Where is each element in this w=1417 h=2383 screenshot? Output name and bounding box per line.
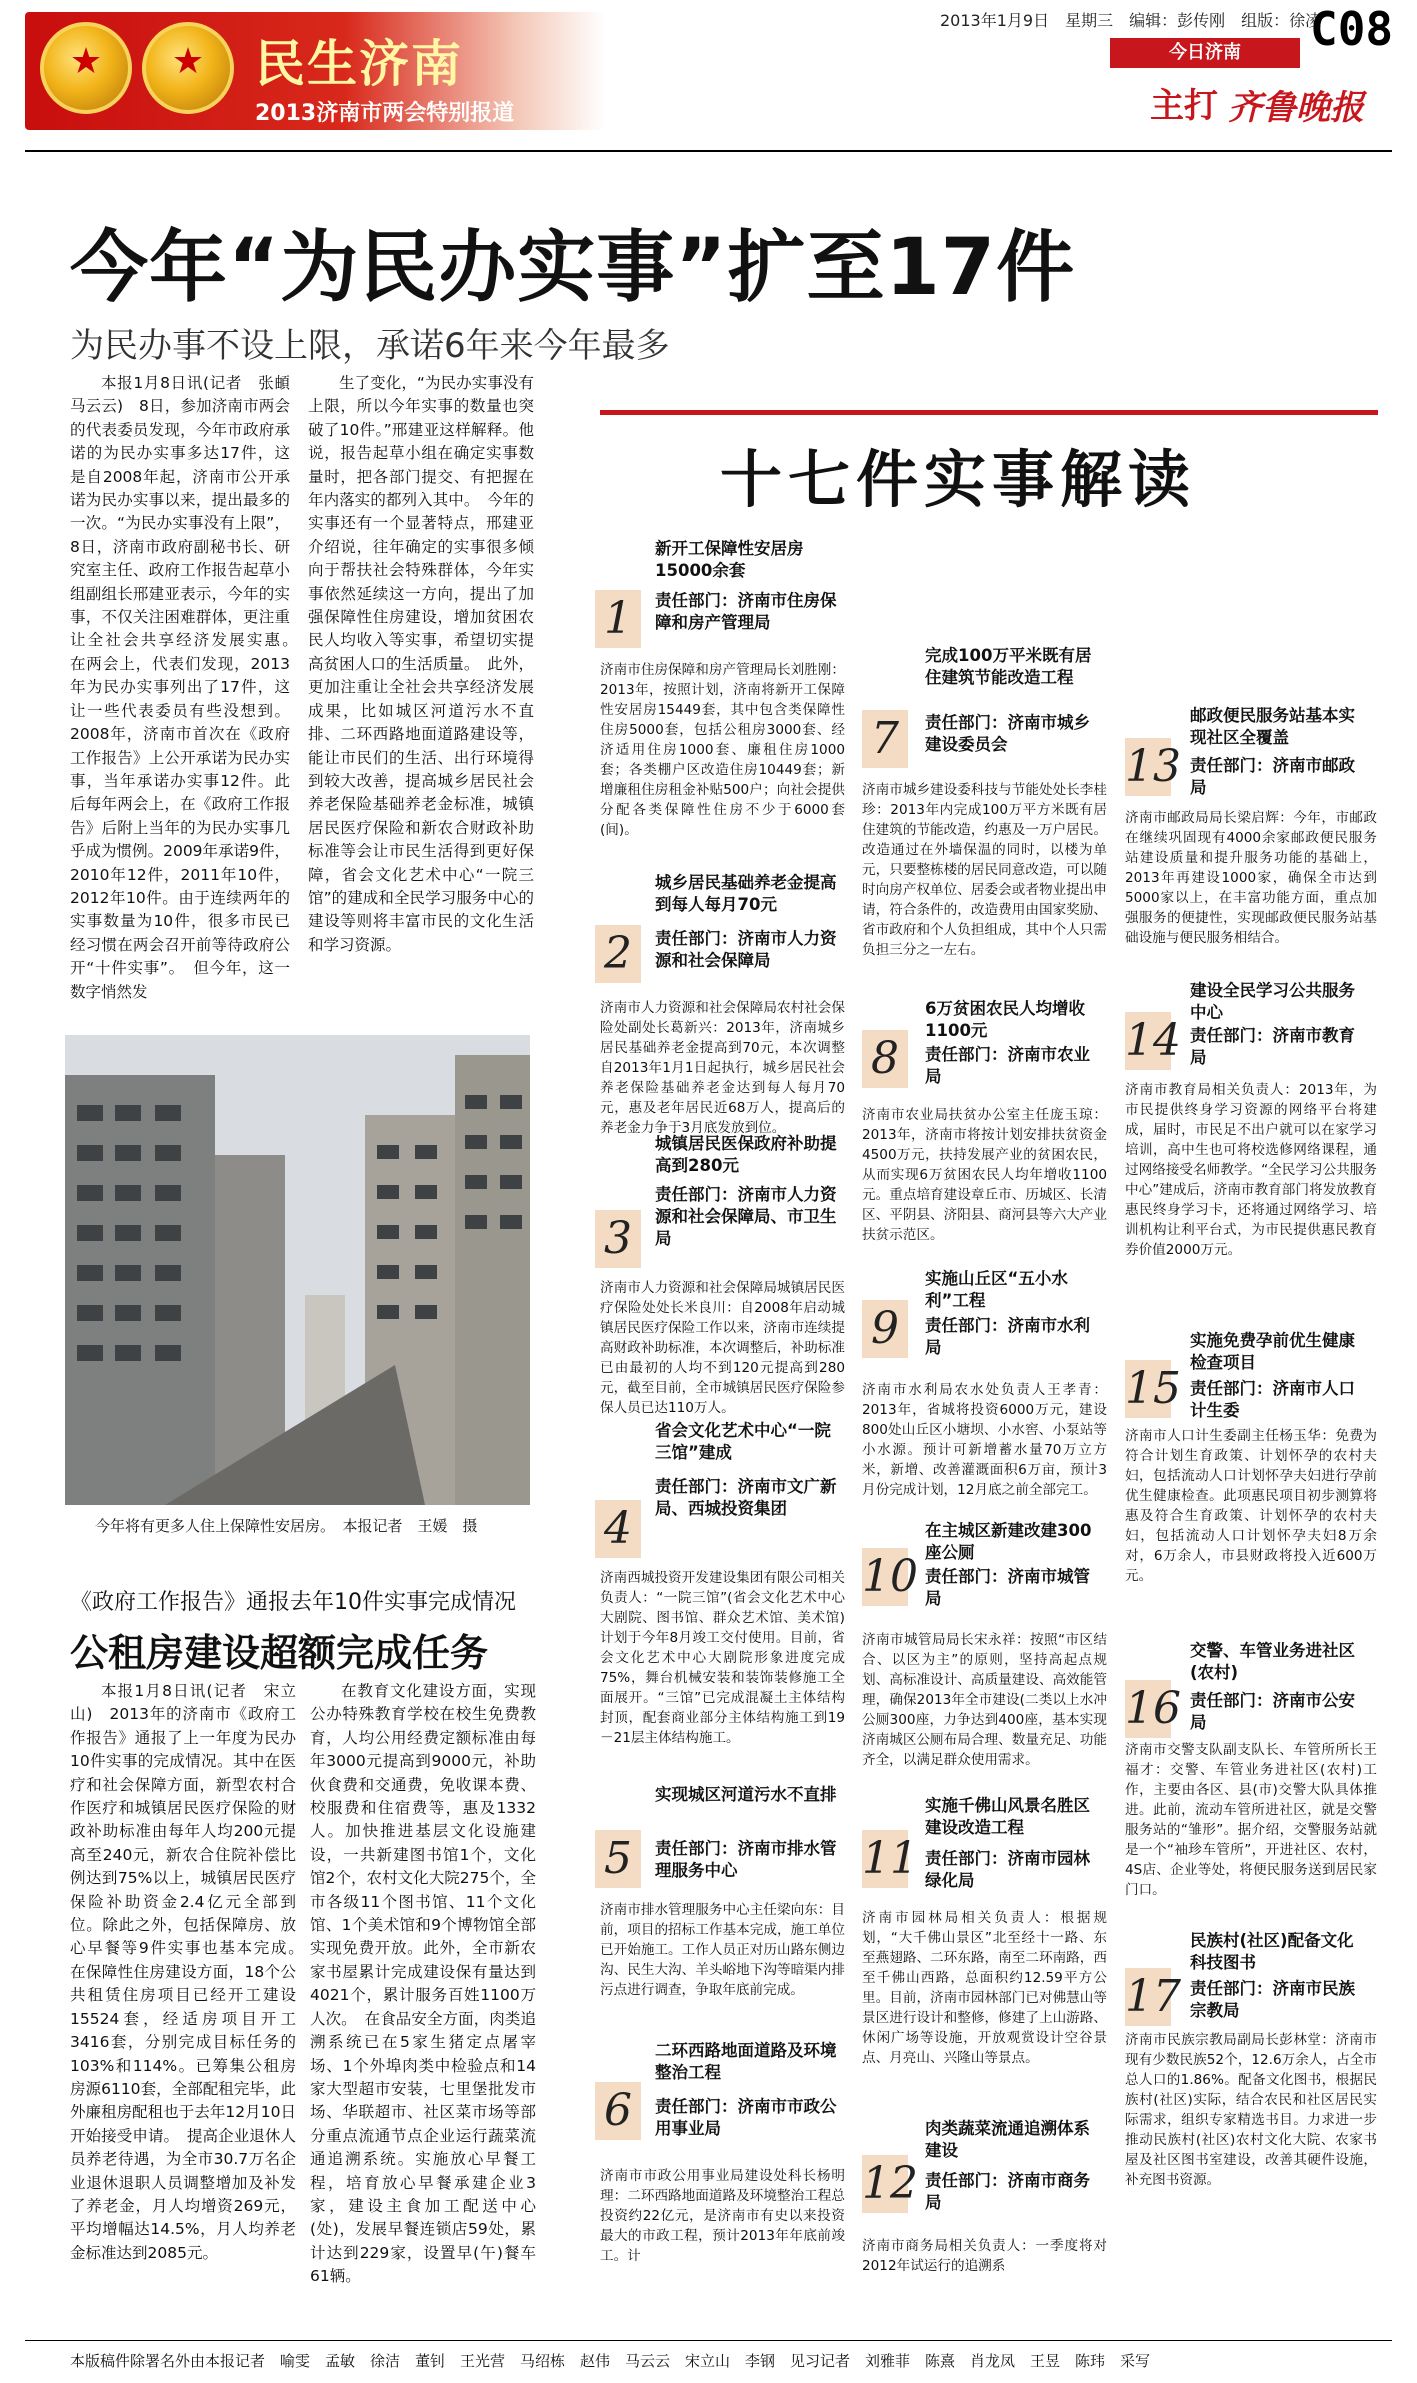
- item-description: 济南西城投资开发建设集团有限公司相关负责人：“一院三馆”(省会文化艺术中心大剧院、图书馆、群众艺术馆、美术馆)计划于今年8月竣工交付使用。目前，省会文化艺术中心大剧院形象进度完成75%，舞台机械安装和装饰装修施工全面展开。“三馆”已完成混凝土主体结构封顶，配套商业部分主体结构施工到19－21层主体结构施工。: [600, 1570, 845, 1746]
- item-description: 济南市人力资源和社会保障局农村社会保险处副处长葛新兴：2013年，济南城乡居民基础养老金提高到70元，本次调整自2013年1月1日起执行，城乡居民社会养老保险基础养老金达到每人每月70元，惠及老年居民近68万人，提高后的养老金力争于3月底发放到位。: [600, 1000, 845, 1136]
- item-description: 济南市园林局相关负责人：根据规划，“大千佛山景区”北至经十一路、东至燕翅路、二环东路，南至二环南路，西至千佛山西路，总面积约12.59平方公里。目前，济南市园林部门已对佛慧山等景区进行设计和整修，修建了上山游路、休闲广场等设施，开放观赏设计空谷景点、月亮山、兴隆山等景点。: [862, 1910, 1107, 2066]
- item-number: 2: [595, 925, 641, 983]
- item-title: 城乡居民基础养老金提高到每人每月70元: [655, 873, 837, 914]
- item-title: 6万贫困农民人均增收1100元: [925, 999, 1085, 1040]
- issue-meta: 2013年1月9日 星期三 编辑：彭传刚 组版：徐凌: [940, 11, 1322, 30]
- story2-kicker: 《政府工作报告》通报去年10件实事完成情况: [70, 1590, 516, 1615]
- item-responsible: 责任部门：济南市水利局: [925, 1316, 1090, 1357]
- item-responsible: 责任部门：济南市教育局: [1190, 1026, 1355, 1067]
- item-responsible: 责任部门：济南市住房保障和房产管理局: [655, 591, 837, 632]
- main-subheadline: 为民办事不设上限，承诺6年来今年最多: [70, 326, 670, 366]
- item-responsible: 责任部门：济南市人口计生委: [1190, 1379, 1355, 1420]
- item-responsible: 责任部门：济南市园林绿化局: [925, 1849, 1090, 1890]
- item-responsible: 责任部门：济南市商务局: [925, 2171, 1090, 2212]
- item-number: 16: [1125, 1680, 1171, 1738]
- item-number: 3: [595, 1210, 641, 1268]
- section-rule: [600, 410, 1378, 415]
- item-responsible: 责任部门：济南市人力资源和社会保障局、市卫生局: [655, 1185, 837, 1248]
- item-responsible: 责任部门：济南市市政公用事业局: [655, 2097, 837, 2138]
- newspaper-logo: 齐鲁晚报: [1228, 88, 1364, 128]
- item-description: 济南市人口计生委副主任杨玉华：免费为符合计划生育政策、计划怀孕的农村夫妇，包括流动人口计划怀孕夫妇进行孕前优生健康检查。此项惠民项目初步测算将惠及符合生育政策、计划怀孕的农村夫妇，包括流动人口计划怀孕夫妇8万余对，6万余人，市县财政将投入近600万元。: [1125, 1428, 1377, 1584]
- item-description: 济南市邮政局局长梁启辉：今年，市邮政在继续巩固现有4000余家邮政便民服务站建设质量和提升服务功能的基础上，2013年再建设1000家，确保全市达到5000家以上，在丰富功能方面，重点加强服务的便捷性，实现邮政便民服务站基础设施与便民服务相结合。: [1125, 810, 1377, 946]
- item-number: 11: [862, 1830, 908, 1888]
- item-title: 省会文化艺术中心“一院三馆”建成: [655, 1421, 831, 1462]
- item-title: 民族村(社区)配备文化科技图书: [1190, 1931, 1354, 1972]
- item-title: 新开工保障性安居房15000余套: [655, 539, 804, 580]
- item-description: 济南市住房保障和房产管理局长刘胜刚：2013年，按照计划，济南将新开工保障性安居房15449套，其中包含类保障性住房5000套，包括公租房3000套、经济适用住房1000套、廉租住房1000套；各类棚户区改造住房10449套；新增廉租住房租金补贴500户；向社会提供分配各类保障性住房不少于6000套(间)。: [600, 662, 845, 838]
- main-headline: 今年“为民办实事”扩至17件: [70, 223, 1076, 313]
- item-number: 6: [595, 2082, 641, 2140]
- banner-subtitle: 2013济南市两会特别报道: [255, 101, 515, 126]
- item-number: 17: [1125, 1968, 1171, 2026]
- story2-headline: 公租房建设超额完成任务: [70, 1631, 489, 1675]
- item-number: 9: [862, 1300, 908, 1358]
- item-responsible: 责任部门：济南市邮政局: [1190, 756, 1355, 797]
- byline-footer: 本版稿件除署名外由本报记者 喻雯 孟敏 徐洁 董钊 王光营 马绍栋 赵伟 马云云 宋立山 李钢 见习记者 刘雅菲 陈熹 肖龙凤 王昱 陈玮 采写: [70, 2352, 1151, 2370]
- item-number: 13: [1125, 738, 1171, 796]
- footer-rule: [25, 2340, 1392, 2341]
- item-title: 在主城区新建改建300座公厕: [925, 1521, 1092, 1562]
- section-headline: 十七件实事解读: [720, 443, 1197, 516]
- item-description: 济南市人力资源和社会保障局城镇居民医疗保险处处长米良川：自2008年启动城镇居民医疗保险工作以来，济南市连续提高财政补助标准，本次调整后，补助标准已由最初的人均不到120元提高到280元，截至目前，全市城镇居民医疗保险参保人员已达110万人。: [600, 1280, 845, 1416]
- national-emblem-icon: ★: [40, 22, 132, 114]
- item-description: 济南市市政公用事业局建设处科长杨明理：二环西路地面道路及环境整治工程总投资约22亿元，是济南市有史以来投资最大的市政工程，预计2013年年底前竣工。计: [600, 2168, 845, 2264]
- item-responsible: 责任部门：济南市公安局: [1190, 1691, 1355, 1732]
- item-description: 济南市城乡建设委科技与节能处处长李桂珍：2013年内完成100万平方米既有居住建筑的节能改造，约惠及一万户居民。改造通过在外墙保温的同时，以楼为单元，只要整栋楼的居民同意改造，可以随时向房产权单位、居委会或者物业提出申请，符合条件的，改造费用由国家奖励、省市政府和个人负担组成，其中个人只需负担三分之一左右。: [862, 782, 1107, 958]
- banner-title: 民生济南: [255, 34, 463, 93]
- page-number: C08: [1310, 2, 1394, 56]
- item-responsible: 责任部门：济南市城管局: [925, 1567, 1090, 1608]
- item-title: 实现城区河道污水不直排: [655, 1785, 837, 1804]
- item-number: 7: [862, 710, 908, 768]
- photo-caption: 今年将有更多人住上保障性安居房。 本报记者 王媛 摄: [95, 1517, 478, 1535]
- item-responsible: 责任部门：济南市文广新局、西城投资集团: [655, 1477, 837, 1518]
- article-column-2: 生了变化，“为民办实事没有上限，所以今年实事的数量也突破了10件。”邢建亚这样解释。他说，报告起草小组在确定实事数量时，把各部门提交、有把握在年内落实的都列入其中。 今年的实事还有一个显著特点，邢建亚介绍说，往年确定的实事很多倾向于帮扶社会特殊群体，今年实事依然延续这一方向，提出了加强保障性住房建设，增加贫困农民人均收入等实事，希望切实提高贫困人口的生活质量。 此外，更加注重让全社会共享经济发展成果，比如城区河道污水不直排、二环西路地面道路建设等，能让市民们的生活、出行环境得到较大改善，提高城乡居民社会养老保险基础养老金标准，城镇居民医疗保险和新农合财政补助标准等会让市民生活得到更好保障，省会文化艺术中心“一院三馆”的建成和全民学习服务中心的建设等则将丰富市民的文化生活和学习资源。: [308, 374, 534, 954]
- item-responsible: 责任部门：济南市农业局: [925, 1045, 1090, 1086]
- item-responsible: 责任部门：济南市排水管理服务中心: [655, 1839, 837, 1880]
- item-number: 1: [595, 590, 641, 648]
- section-tag: 今日济南: [1110, 38, 1300, 68]
- item-description: 济南市农业局扶贫办公室主任庞玉琼：2013年，济南市将按计划安排扶贫资金4500万元，扶持发展产业的贫困农民，从而实现6万贫困农民人均年增收1100元。重点培育建设章丘市、历城区、长清区、平阴县、济阳县、商河县等六大产业扶贫示范区。: [862, 1107, 1107, 1243]
- item-description: 济南市交警支队副支队长、车管所所长王福才：交警、车管业务进社区(农村)工作，主要由各区、县(市)交警大队具体推进。此前，流动车管所进社区，就是交警服务站的“雏形”。据介绍，交警服务站就是一个“袖珍车管所”，开进社区、农村，4S店、企业等处，将便民服务送到居民家门口。: [1125, 1742, 1377, 1898]
- item-number: 15: [1125, 1360, 1171, 1418]
- item-title: 实施山丘区“五小水利”工程: [925, 1269, 1068, 1310]
- item-number: 4: [595, 1500, 641, 1558]
- item-description: 济南市教育局相关负责人：2013年，为市民提供终身学习资源的网络平台将建成，届时，市民足不出户就可以在家学习培训，高中生也可将校选修网络课程，通过网络接受名师教学。“全民学习公共服务中心”建成后，济南市教育部门将发放教育惠民终身学习卡，还将通过网络学习、培训机构让利平台式，为市民提供惠民教育券价值2000万元。: [1125, 1082, 1377, 1258]
- column-label: 主打: [1150, 86, 1218, 126]
- item-title: 建设全民学习公共服务中心: [1190, 981, 1355, 1022]
- item-title: 邮政便民服务站基本实现社区全覆盖: [1190, 706, 1355, 747]
- item-title: 交警、车管业务进社区(农村): [1190, 1641, 1355, 1682]
- story2-column-1: 本报1月8日讯(记者 宋立山) 2013年的济南市《政府工作报告》通报了上一年度为民办10件实事的完成情况。其中在医疗和社会保障方面，新型农村合作医疗和城镇居民医疗保险的财政补助标准由每年人均200元提高至240元，新农合住院补偿比例达到75%以上，城镇居民医疗保险补助资金2.4亿元全部到位。除此之外，包括保障房、放心早餐等9件实事也基本完成。 在保障性住房建设方面，18个公共租赁住房项目已经开工建设15524套，经适房项目开工3416套，分别完成目标任务的103%和114%。已筹集公租房房源6110套，全部配租完毕，此外廉租房配租也于去年12月10日开始接受申请。 提高企业退休人员养老待遇，为全市30.7万名企业退休退职人员调整增加及补发了养老金，月人均增资269元，平均增幅达14.5%，月人均养老金标准达到2085元。: [70, 1682, 312, 2262]
- top-divider: [25, 150, 1392, 152]
- item-description: 济南市民族宗教局副局长彭林堂：济南市现有少数民族52个，12.6万余人，占全市总人口的1.86%。配备文化图书，根据民族村(社区)实际，结合农民和社区居民实际需求，组织专家精选书目。力求进一步推动民族村(社区)农村文化大院、农家书屋及社区图书室建设，改善其硬件设施，补充图书资源。: [1125, 2032, 1377, 2188]
- item-title: 完成100万平米既有居住建筑节能改造工程: [925, 646, 1092, 687]
- item-responsible: 责任部门：济南市人力资源和社会保障局: [655, 929, 837, 970]
- article-column-1: 本报1月8日讯(记者 张頔 马云云) 8日，参加济南市两会的代表委员发现，今年市政府承诺的为民办实事多达17件，这是自2008年起，济南市公开承诺为民办实事以来，提出最多的一次。“为民办实事没有上限”，8日，济南市政府副秘书长、研究室主任、政府工作报告起草小组副组长邢建亚表示，今年的实事，不仅关注困难群体，更注重让全社会共享经济发展实惠。 在两会上，代表们发现，2013年为民办实事列出了17件，这让一些代表委员有些没想到。2008年，济南市首次在《政府工作报告》上公开承诺为民办实事，当年承诺办实事12件。此后每年两会上，在《政府工作报告》后附上当年的为民办实事几乎成为惯例。2009年承诺9件，2010年12件，2011年10件，2012年10件。由于连续两年的实事数量为10件，很多市民已经习惯在两会召开前等待政府公开“十件实事”。 但今年，这一数字悄然发: [70, 374, 306, 1001]
- story2-column-2: 在教育文化建设方面，实现公办特殊教育学校在校生免费教育，人均公用经费定额标准由每年3000元提高到9000元，补助伙食费和交通费，免收课本费、校服费和住宿费等，惠及1332人。加快推进基层文化设施建设，一共新建图书馆1个，文化馆2个，农村文化大院275个，全市各级11个图书馆、11个文化馆、1个美术馆和9个博物馆全部实现免费开放。此外，全市新农家书屋累计完成建设保有量达到4021个，累计服务百姓1100万人次。 在食品安全方面，肉类追溯系统已在5家生猪定点屠宰场、1个外埠肉类中检验点和14家大型超市安装，七里堡批发市场、华联超市、社区菜市场等部分重点流通节点企业运行蔬菜流通追溯系统。实施放心早餐工程，培育放心早餐承建企业3家，建设主食加工配送中心(处)，发展早餐连锁店59处，累计达到229家，设置早(午)餐车61辆。: [310, 1682, 536, 2286]
- housing-photo: [65, 1035, 530, 1505]
- item-title: 肉类蔬菜流通追溯体系建设: [925, 2119, 1090, 2160]
- item-number: 5: [595, 1830, 641, 1888]
- item-responsible: 责任部门：济南市城乡建设委员会: [925, 713, 1090, 754]
- item-title: 城镇居民医保政府补助提高到280元: [655, 1134, 837, 1175]
- item-number: 8: [862, 1030, 908, 1088]
- item-description: 济南市商务局相关负责人：一季度将对2012年试运行的追溯系: [862, 2238, 1107, 2274]
- item-number: 14: [1125, 1012, 1171, 1070]
- item-number: 12: [862, 2155, 908, 2213]
- item-title: 实施免费孕前优生健康检查项目: [1190, 1331, 1355, 1372]
- item-description: 济南市排水管理服务中心主任梁向东：目前，项目的招标工作基本完成，施工单位已开始施工。工作人员正对历山路东侧边沟、民生大沟、羊头峪地下沟等暗渠内排污点进行调查，争取年底前完成。: [600, 1902, 845, 1998]
- item-title: 实施千佛山风景名胜区建设改造工程: [925, 1796, 1090, 1837]
- item-number: 10: [862, 1548, 908, 1606]
- cppcc-emblem-icon: ★: [142, 22, 234, 114]
- item-responsible: 责任部门：济南市民族宗教局: [1190, 1979, 1355, 2020]
- item-description: 济南市城管局局长宋永祥：按照“市区结合、以区为主”的原则，坚持高起点规划、高标准设计、高质量建设、高效能管理，确保2013年全市建设(二类以上水冲公厕300座，力争达到400座，基本实现济南城区公厕布局合理、数量充足、功能齐全，以满足群众使用需求。: [862, 1632, 1107, 1768]
- item-description: 济南市水利局农水处负责人王孝青：2013年，省城将投资6000万元，建设800处山丘区小塘坝、小水窖、小泵站等小水源。预计可新增蓄水量70万立方米，新增、改善灌溉面积6万亩，预计3月份完成计划，12月底之前全部完工。: [862, 1382, 1107, 1498]
- item-title: 二环西路地面道路及环境整治工程: [655, 2041, 837, 2082]
